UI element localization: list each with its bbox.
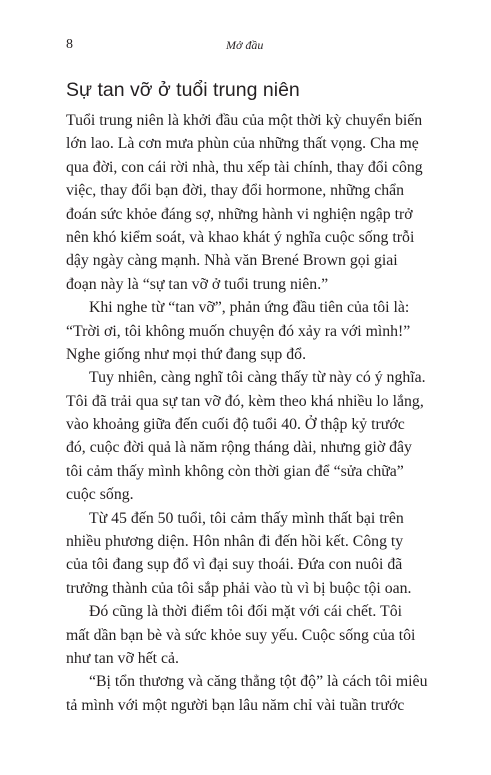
text-line: của tôi đang sụp đổ vì đại suy thoái. Đứa con nuôi đã (66, 556, 403, 574)
text-line: qua đời, con cái rời nhà, thu xếp tài chính, thay đổi công (66, 158, 423, 176)
text-line: nhiều phương diện. Hôn nhân đi đến hồi kết. Công ty (66, 533, 404, 551)
text-line: tả mình với một người bạn lâu năm chỉ vài tuần trước (66, 696, 405, 714)
text-line: Tuy nhiên, càng nghĩ tôi càng thấy từ này có ý nghĩa. (89, 369, 426, 387)
text-line: “Bị tổn thương và căng thẳng tột độ” là cách tôi miêu (89, 673, 428, 691)
text-line: Nghe giống như mọi thứ đang sụp đổ. (66, 345, 307, 363)
text-line: việc, thay đổi bạn đời, thay đổi hormone, những chẩn (66, 182, 405, 200)
text-line: trưởng thành của tôi sắp phải vào tù vì bị buộc tội oan. (66, 579, 412, 597)
running-head: Mở đầu (226, 38, 264, 52)
section-title: Sự tan vỡ ở tuổi trung niên (66, 79, 300, 101)
text-line: Tuổi trung niên là khởi đầu của một thời kỳ chuyển biến (66, 112, 423, 129)
text-line: Đó cũng là thời điểm tôi đối mặt với cái chết. Tôi (89, 603, 402, 621)
text-line: dậy ngày càng mạnh. Nhà văn Brené Brown gọi giai (66, 252, 398, 270)
text-line: cuộc sống. (66, 486, 134, 504)
text-line: Khi nghe từ “tan vỡ”, phản ứng đầu tiên của tôi là: (89, 299, 410, 317)
text-line: tôi cảm thấy mình không còn thời gian để “sửa chữa” (66, 462, 404, 480)
text-line: đó, cuộc đời quả là năm rộng tháng dài, nhưng giờ đây (66, 439, 412, 457)
text-line: vào khoảng giữa đến cuối độ tuổi 40. Ở thập kỷ trước (66, 416, 405, 434)
text-line: đoán sức khỏe đáng sợ, những hành vi nghiện ngập trở (66, 205, 413, 223)
text-line: Từ 45 đến 50 tuổi, tôi cảm thấy mình thất bại trên (89, 509, 404, 527)
text-line: mất dần bạn bè và sức khỏe suy yếu. Cuộc sống của tôi (66, 626, 416, 644)
text-line: lớn lao. Là cơn mưa phùn của những thất vọng. Cha mẹ (66, 135, 419, 153)
text-line: Tôi đã trải qua sự tan vỡ đó, kèm theo khá nhiều lo lắng, (66, 392, 424, 410)
text-line: nên khó kiểm soát, và khao khát ý nghĩa cuộc sống trỗi (66, 228, 415, 246)
text-line: “Trời ơi, tôi không muốn chuyện đó xảy ra với mình!” (66, 322, 411, 340)
page-number: 8 (66, 37, 73, 52)
text-line: như tan vỡ hết cả. (66, 649, 179, 667)
body-text (66, 109, 428, 717)
text-line: đoạn này là “sự tan vỡ ở tuổi trung niên.” (66, 275, 329, 293)
